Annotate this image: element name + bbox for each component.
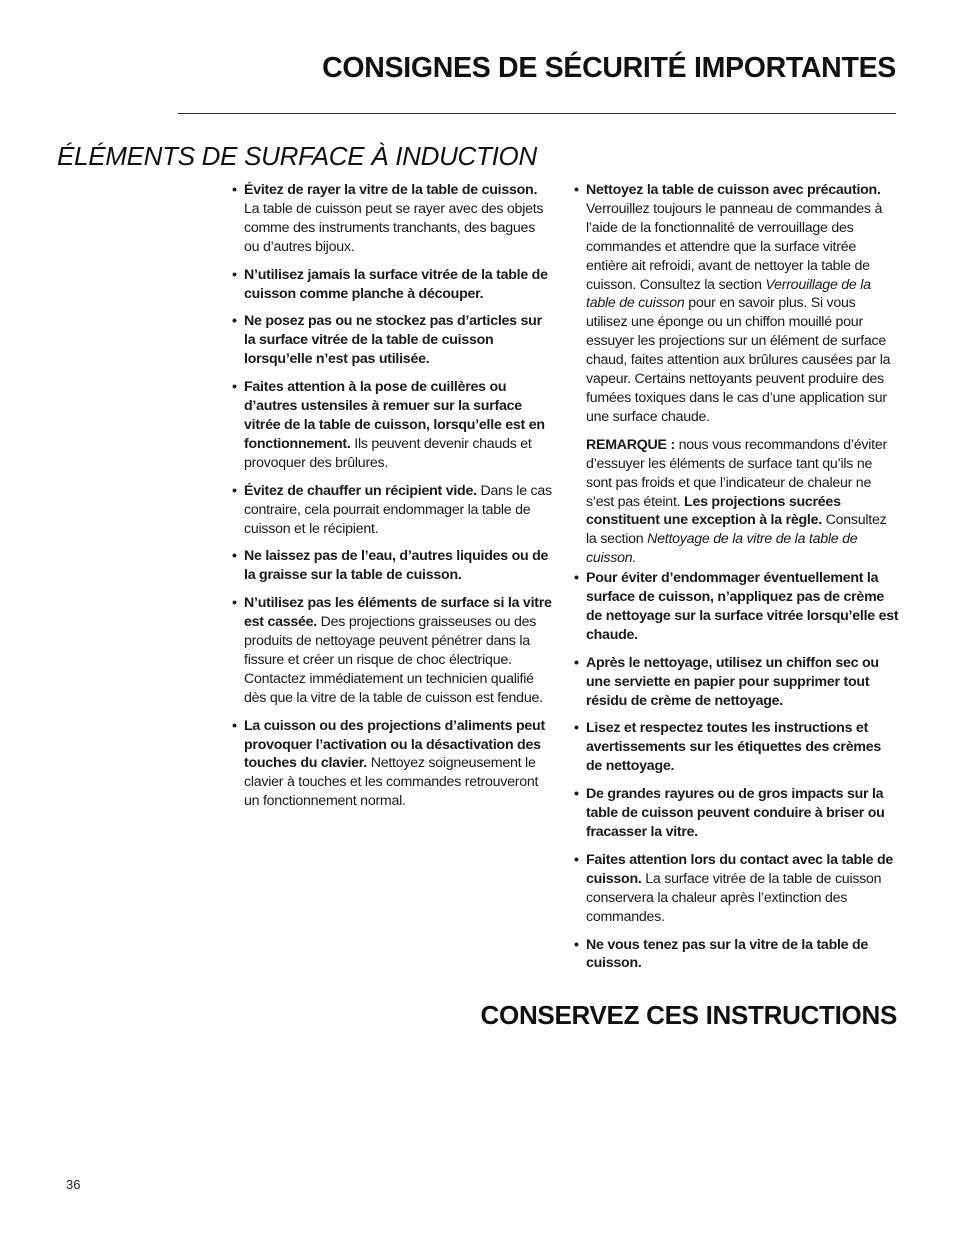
- note-text: Consultez la section: [586, 512, 887, 548]
- page-title: CONSIGNES DE SÉCURITÉ IMPORTANTES: [322, 52, 896, 84]
- item-text: Verrouillez toujours le panneau de commandes à l’aide de la fonctionnalité de verrouillage des commandes et attendre que la surface vitrée entière ait refroidi, avant de nettoyer la table de cuisson. Consultez la section: [586, 200, 883, 293]
- save-instructions-heading: CONSERVEZ CES INSTRUCTIONS: [480, 1000, 897, 1030]
- item-bold-text: Lisez et respectez toutes les instructions et avertissements sur les étiquettes des crèmes de nettoyage.: [586, 720, 881, 775]
- list-item: [232, 312, 552, 369]
- item-text: La surface vitrée de la table de cuisson conservera la chaleur après l’extinction des commandes.: [586, 870, 882, 925]
- list-item: [574, 936, 900, 974]
- item-bold-text: Nettoyez la table de cuisson avec précaution.: [586, 182, 881, 198]
- item-bold-text: Après le nettoyage, utilisez un chiffon sec ou une serviette en papier pour supprimer tout résidu de crème de nettoyage.: [586, 654, 879, 709]
- item-bold-text: N’utilisez jamais la surface vitrée de la table de cuisson comme planche à découper.: [244, 266, 548, 302]
- note-italic-text: Nettoyage de la vitre de la table de cuisson.: [586, 531, 858, 567]
- section-title: ÉLÉMENTS DE SURFACE À INDUCTION: [57, 141, 537, 171]
- list-item: [574, 719, 900, 776]
- list-item: [232, 594, 552, 707]
- item-text: Des projections graisseuses ou des produits de nettoyage peuvent pénétrer dans la fissure et créer un risque de choc électrique. Contactez immédiatement un technicien qualifié dès que la vitre de la table de cuisson est fendue.: [244, 614, 543, 706]
- item-text: Ils peuvent devenir chauds et provoquer des brûlures.: [244, 435, 532, 471]
- item-bold-text: Évitez de chauffer un récipient vide.: [244, 482, 477, 499]
- item-bold-text: Faites attention à la pose de cuillères ou d’autres ustensiles à remuer sur la surface vitrée de la table de cuisson, lorsqu’elle est en fonctionnement.: [244, 379, 545, 452]
- item-bold-text: De grandes rayures ou de gros impacts sur la table de cuisson peuvent conduire à briser ou fracasser la vitre.: [586, 786, 885, 840]
- item-bold-text: Pour éviter d’endommager éventuellement la surface de cuisson, n’appliquez pas de crème de nettoyage sur la surface vitrée lorsqu’elle est chaude.: [586, 570, 899, 643]
- list-item: [574, 654, 900, 711]
- item-text: Nettoyez soigneusement le clavier à touches et les commandes retrouveront un fonctionnement normal.: [244, 755, 539, 810]
- list-item: [574, 785, 900, 842]
- header-divider: [178, 113, 896, 114]
- note-label: REMARQUE :: [586, 436, 675, 453]
- item-bold-text: Ne vous tenez pas sur la vitre de la table de cuisson.: [586, 936, 869, 972]
- left-safety-list: [232, 181, 552, 811]
- right-safety-list-top: [574, 181, 900, 427]
- item-bold-text: Faites attention lors du contact avec la table de cuisson.: [586, 851, 894, 887]
- note-bold-text: Les projections sucrées constituent une exception à la règle.: [586, 493, 841, 529]
- item-text: La table de cuisson peut se rayer avec des objets comme des instruments tranchants, des bagues ou d’autres bijoux.: [244, 200, 544, 255]
- list-item: [232, 547, 552, 585]
- item-italic-text: Verrouillage de la table de cuisson: [586, 276, 871, 312]
- item-text: pour en savoir plus. Si vous utilisez une éponge ou un chiffon mouillé pour essuyer les projections sur un élément de surface chaud, faites attention aux brûlures causées par la vapeur. Certains nettoyants peuvent produire des fumées toxiques dans le cas d’une application sur une surface chaude.: [586, 295, 891, 425]
- list-item: [232, 266, 552, 304]
- note-text: nous vous recommandons d’éviter d’essuyer les éléments de surface tant qu’ils ne sont pas froids et que l’indicateur de chaleur ne s’est pas éteint.: [586, 436, 887, 510]
- item-bold-text: Ne laissez pas de l’eau, d’autres liquides ou de la graisse sur la table de cuisson.: [244, 548, 549, 584]
- right-column: [574, 181, 900, 982]
- list-item: [232, 181, 552, 257]
- list-item: [232, 482, 552, 539]
- list-item: [574, 569, 900, 645]
- item-bold-text: N’utilisez pas les éléments de surface si la vitre est cassée.: [244, 595, 552, 631]
- list-item: [232, 717, 552, 812]
- list-item: [232, 378, 552, 473]
- list-item-cleaning: [574, 181, 900, 427]
- item-bold-text: Ne posez pas ou ne stockez pas d’articles sur la surface vitrée de la table de cuisson lorsqu’elle n’est pas utilisée.: [244, 313, 542, 368]
- list-item: [574, 851, 900, 927]
- left-column: [232, 181, 552, 820]
- right-safety-list: [574, 569, 900, 973]
- item-text: Dans le cas contraire, cela pourrait endommager la table de cuisson et le récipient.: [244, 482, 552, 537]
- item-bold-text: Évitez de rayer la vitre de la table de cuisson.: [244, 182, 538, 198]
- page-number: 36: [66, 1177, 81, 1192]
- item-bold-text: La cuisson ou des projections d’aliments peut provoquer l’activation ou la désactivation des touches du clavier.: [244, 717, 545, 772]
- note-paragraph: [574, 436, 900, 568]
